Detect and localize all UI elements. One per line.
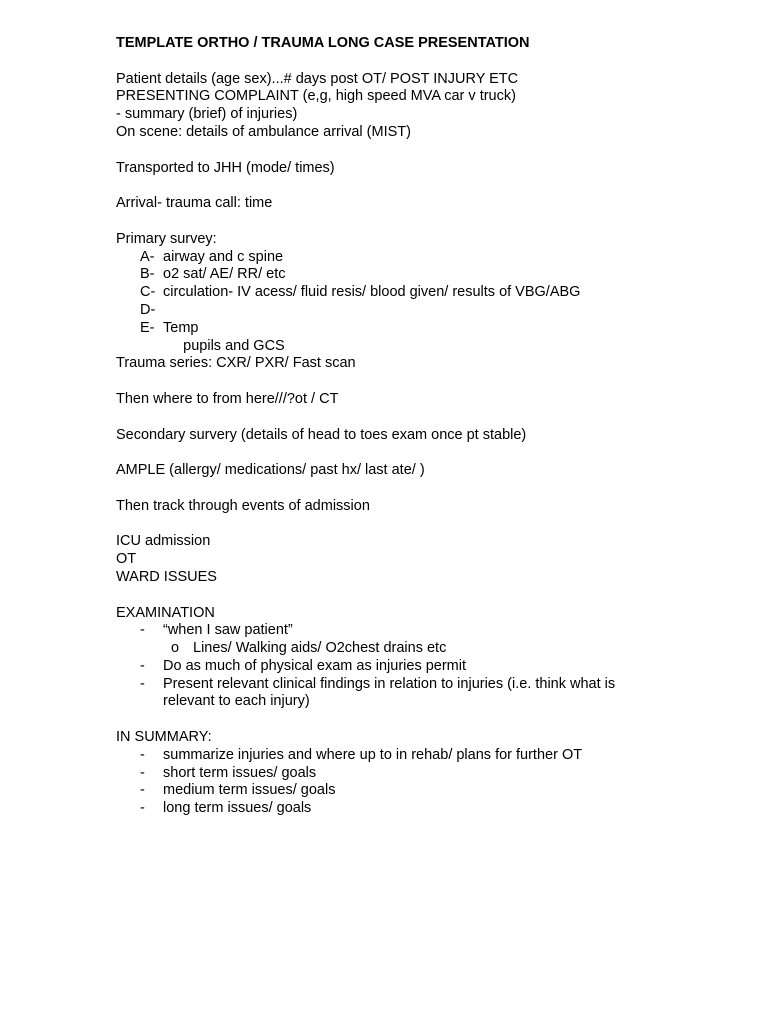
intro-line-summary: - summary (brief) of injuries) <box>116 106 298 123</box>
intro-line-presenting-complaint: PRESENTING COMPLAINT (e,g, high speed MVA car v truck) <box>116 88 516 105</box>
summary-item <box>116 800 736 818</box>
item-text: Do as much of physical exam as injuries permit <box>163 657 467 674</box>
item-text: airway and c spine <box>163 248 284 265</box>
intro-line-on-scene: On scene: details of ambulance arrival (MIST) <box>116 123 411 140</box>
examination-item <box>116 676 736 694</box>
admission-line-icu: ICU admission <box>116 533 211 550</box>
dash-marker: - <box>140 622 145 639</box>
dash-marker: - <box>140 800 145 817</box>
summary-item <box>116 765 736 783</box>
admission-line-ward-issues: WARD ISSUES <box>116 568 217 585</box>
examination-subitem <box>116 640 736 658</box>
item-text: Lines/ Walking aids/ O2chest drains etc <box>193 640 447 657</box>
dash-marker: - <box>140 657 145 674</box>
then-where-line: Then where to from here///?ot / CT <box>116 390 339 407</box>
examination-item <box>116 658 736 676</box>
primary-survey-item <box>116 284 736 302</box>
item-text: short term issues/ goals <box>163 764 317 781</box>
item-marker: C- <box>140 284 156 301</box>
dash-marker: - <box>140 782 145 799</box>
summary-item <box>116 747 736 765</box>
item-text: pupils and GCS <box>179 337 285 354</box>
item-text: long term issues/ goals <box>163 800 312 817</box>
item-marker: A- <box>140 248 155 265</box>
track-events-line: Then track through events of admission <box>116 497 370 514</box>
arrival-line: Arrival- trauma call: time <box>116 195 273 212</box>
item-text: Present relevant clinical findings in relation to injuries (i.e. think what is <box>163 675 616 692</box>
circle-bullet-icon: o <box>171 640 180 657</box>
item-text: medium term issues/ goals <box>163 782 336 799</box>
intro-line-patient-details: Patient details (age sex)...# days post OT/ POST INJURY ETC <box>116 70 519 87</box>
item-text: summarize injuries and where up to in rehab/ plans for further OT <box>163 746 583 763</box>
item-text: circulation- IV acess/ fluid resis/ blood given/ results of VBG/ABG <box>163 284 581 301</box>
examination-item-continuation <box>116 693 736 711</box>
ample-line: AMPLE (allergy/ medications/ past hx/ last ate/ ) <box>116 462 425 479</box>
document-page <box>116 35 736 818</box>
dash-marker: - <box>140 746 145 763</box>
examination-heading: EXAMINATION <box>116 604 215 621</box>
dash-marker: - <box>140 764 145 781</box>
secondary-survey-line: Secondary survery (details of head to toes exam once pt stable) <box>116 426 527 443</box>
examination-item <box>116 622 736 640</box>
item-marker: E- <box>140 319 155 336</box>
document-title: TEMPLATE ORTHO / TRAUMA LONG CASE PRESENTATION <box>116 35 530 51</box>
item-text: “when I saw patient” <box>163 622 293 639</box>
item-marker: D- <box>140 301 156 318</box>
dash-marker: - <box>140 675 145 692</box>
item-text: Temp <box>163 319 199 336</box>
summary-item <box>116 782 736 800</box>
primary-survey-item <box>116 249 736 267</box>
item-text: o2 sat/ AE/ RR/ etc <box>163 266 286 283</box>
item-marker: B- <box>140 266 155 283</box>
transported-line: Transported to JHH (mode/ times) <box>116 159 335 176</box>
primary-survey-item <box>116 320 736 338</box>
primary-survey-heading: Primary survey: <box>116 230 217 247</box>
item-text: relevant to each injury) <box>163 693 310 710</box>
trauma-series-line: Trauma series: CXR/ PXR/ Fast scan <box>116 355 356 372</box>
primary-survey-item <box>116 266 736 284</box>
summary-heading: IN SUMMARY: <box>116 729 212 746</box>
admission-line-ot: OT <box>116 551 137 568</box>
